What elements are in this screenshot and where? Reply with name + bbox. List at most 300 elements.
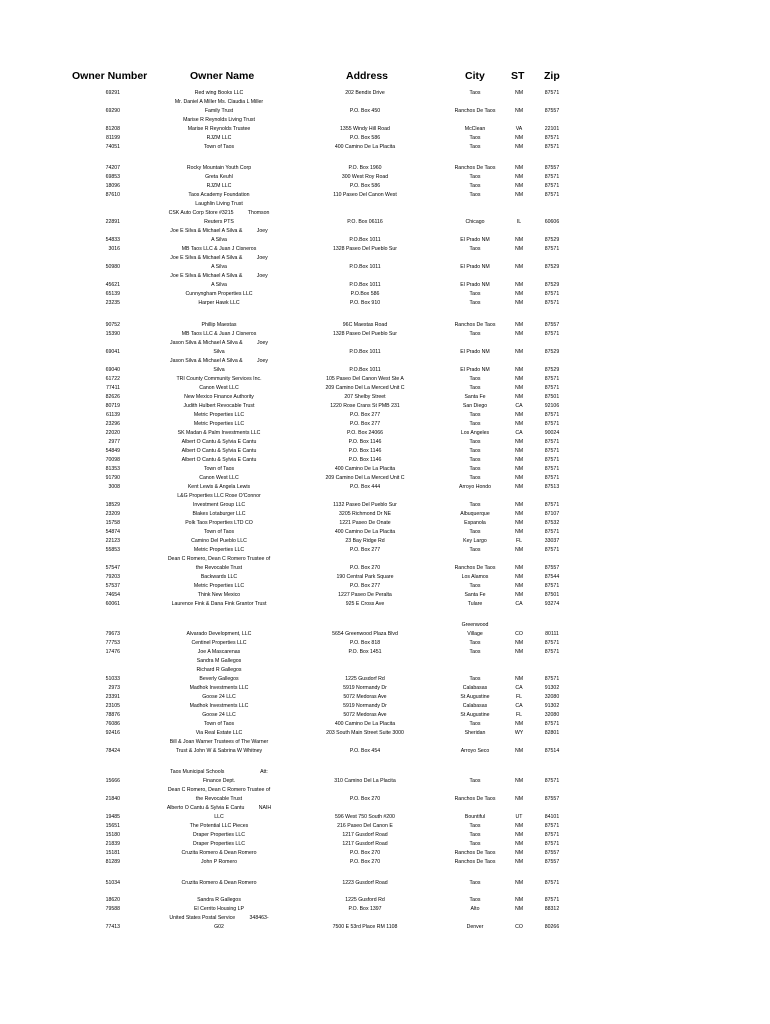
owner-name-cell: Dean C Romero, Dean C Romero Trustee of [167, 787, 271, 793]
zip-cell: 87571 [544, 439, 560, 445]
zip-cell: 87557 [544, 322, 560, 328]
state-cell: NM [514, 502, 524, 508]
address-cell: 1225 Gusdorf Rd [345, 676, 385, 682]
zip-cell: 87571 [544, 640, 560, 646]
city-cell: Bountiful [464, 814, 486, 820]
owner-number-cell: 18620 [105, 897, 120, 903]
owner-name-cell: Canon West LLC [199, 475, 239, 481]
owner-number-cell: 21840 [105, 796, 120, 802]
city-cell: Taos [469, 246, 481, 252]
city-cell: Taos [469, 823, 481, 829]
owner-name-cell: Judith Hulbert Revocable Trust [183, 403, 255, 409]
owner-name-cell: Draper Properties LLC [193, 832, 245, 838]
state-cell: IL [516, 219, 522, 225]
owner-number-cell: 23209 [105, 511, 120, 517]
owner-name-cell: A Silva [211, 237, 227, 243]
zip-cell: 32080 [544, 694, 560, 700]
owner-number-cell: 15666 [105, 778, 120, 784]
owner-name-cell: Blakes Lotaburger LLC [192, 511, 246, 517]
state-cell: NM [514, 264, 524, 270]
zip-cell: 87571 [544, 841, 560, 847]
city-cell: Taos [469, 880, 481, 886]
address-cell: 1221 Paseo De Onate [339, 520, 391, 526]
city-cell: Arroyo Seco [460, 748, 490, 754]
state-cell: NM [514, 192, 524, 198]
city-cell: Taos [469, 90, 481, 96]
address-cell: P.O. Box 818 [349, 640, 381, 646]
zip-cell: 80266 [544, 924, 560, 930]
owner-number-cell: 51033 [105, 676, 120, 682]
owner-number-cell: 23235 [105, 300, 120, 306]
owner-name-cell: Taos Municipal Schools Att: [170, 769, 268, 775]
state-cell: NM [514, 300, 524, 306]
zip-cell: 87571 [544, 412, 560, 418]
city-cell: San Diego [462, 403, 488, 409]
owner-name-cell: Dean C Romero, Dean C Romero Trustee of [167, 556, 271, 562]
state-cell: NM [514, 748, 524, 754]
owner-name-cell: Beverly Gallegos [199, 676, 239, 682]
address-cell: P.O.Box 1011 [349, 349, 381, 355]
address-cell: 209 Camino Del La Merced Unit C [325, 475, 405, 481]
address-cell: P.O.Box 1011 [349, 367, 381, 373]
owner-name-cell: A Silva [211, 264, 227, 270]
address-cell: P.O. Box 270 [349, 565, 381, 571]
address-cell: 5919 Normandy Dr [343, 703, 387, 709]
city-cell: Taos [469, 376, 481, 382]
state-cell: NM [514, 448, 524, 454]
state-cell: NM [514, 547, 524, 553]
city-cell: Taos [469, 412, 481, 418]
address-cell: P.O. Box 586 [349, 183, 381, 189]
city-cell: Los Alamos [461, 574, 489, 580]
owner-number-cell: 74051 [105, 144, 120, 150]
owner-number-cell: 79203 [105, 574, 120, 580]
address-cell: P.O. Box 1451 [348, 649, 382, 655]
city-cell: Taos [469, 183, 481, 189]
zip-cell: 87514 [544, 748, 560, 754]
owner-number-cell: 22891 [105, 219, 120, 225]
address-cell: 596 West 750 South #200 [335, 814, 395, 820]
city-cell: Denver [466, 924, 484, 930]
header-zip: Zip [544, 70, 560, 82]
state-cell: VA [515, 126, 523, 132]
state-cell: NM [514, 246, 524, 252]
city-cell: Taos [469, 721, 481, 727]
owner-number-cell: 57547 [105, 565, 120, 571]
zip-cell: 87571 [544, 880, 560, 886]
address-cell: 1132 Paseo Del Pueblo Sur [333, 502, 397, 508]
city-cell: Santa Fe [464, 394, 486, 400]
city-cell: Ranchos De Taos [454, 796, 496, 802]
city-cell: Greenwood [461, 622, 489, 628]
state-cell: NM [514, 183, 524, 189]
city-cell: Ranchos De Taos [454, 108, 496, 114]
owner-name-cell: Town of Taos [203, 529, 235, 535]
owner-number-cell: 69853 [105, 174, 120, 180]
header-address: Address [346, 70, 389, 82]
zip-cell: 82801 [544, 730, 560, 736]
owner-name-cell: Centinel Properties LLC [191, 640, 247, 646]
owner-number-cell: 55853 [105, 547, 120, 553]
city-cell: El Prado NM [460, 237, 490, 243]
address-cell: 7500 E 53rd Place RM 1108 [332, 924, 398, 930]
owner-name-cell: Phillip Maestas [201, 322, 237, 328]
owner-name-cell: Marise R Reynolds Trustee [187, 126, 251, 132]
owner-number-cell: 18096 [105, 183, 120, 189]
owner-number-cell: 54874 [105, 529, 120, 535]
city-cell: St Augustine [460, 694, 490, 700]
owner-number-cell: 15180 [105, 832, 120, 838]
state-cell: NM [514, 574, 524, 580]
owner-number-cell: 81289 [105, 859, 120, 865]
zip-cell: 87557 [544, 565, 560, 571]
city-cell: Village [467, 631, 483, 637]
state-cell: FL [515, 694, 523, 700]
owner-name-cell: Metric Properties LLC [193, 583, 245, 589]
city-cell: Albuquerque [460, 511, 490, 517]
owner-name-cell: Alvarado Development, LLC [186, 631, 252, 637]
owner-name-cell: Richard R Gallegos [196, 667, 242, 673]
owner-name-cell: El Cerrito Housing LP [194, 906, 244, 912]
zip-cell: 87571 [544, 466, 560, 472]
owner-name-cell: Joe E Silva & Michael A Silva & Joey [170, 273, 268, 279]
state-cell: CA [515, 703, 523, 709]
state-cell: CA [515, 430, 523, 436]
address-cell: 3205 Richmond Dr NE [339, 511, 391, 517]
zip-cell: 87501 [544, 394, 560, 400]
zip-cell: 87557 [544, 108, 560, 114]
owner-number-cell: 15758 [105, 520, 120, 526]
owner-name-cell: The Potential LLC Pieces [189, 823, 249, 829]
address-cell: 110 Paseo Del Canon West [333, 192, 397, 198]
owner-number-cell: 77753 [105, 640, 120, 646]
owner-number-cell: 77413 [105, 924, 120, 930]
owner-number-cell: 77411 [105, 385, 120, 391]
zip-cell: 91302 [544, 703, 560, 709]
owner-name-cell: MB Taos LLC & Juan J Cisneros [181, 331, 257, 337]
zip-cell: 87557 [544, 859, 560, 865]
owner-name-cell: Harper Hawk LLC [198, 300, 240, 306]
zip-cell: 92106 [544, 403, 560, 409]
owner-name-cell: Kent Lewis & Angela Lewis [187, 484, 251, 490]
city-cell: Ranchos De Taos [454, 850, 496, 856]
owner-number-cell: 50980 [105, 264, 120, 270]
owner-number-cell: 78876 [105, 712, 120, 718]
zip-cell: 87571 [544, 448, 560, 454]
state-cell: NM [514, 796, 524, 802]
address-cell: P.O.Box 586 [350, 291, 380, 297]
zip-cell: 87107 [544, 511, 560, 517]
address-cell: 202 Bendix Drive [345, 90, 385, 96]
owner-name-cell: Goose 24 LLC [202, 694, 236, 700]
zip-cell: 87571 [544, 897, 560, 903]
owner-number-cell: 3008 [108, 484, 120, 490]
city-cell: Taos [469, 385, 481, 391]
zip-cell: 87571 [544, 502, 560, 508]
zip-cell: 87571 [544, 300, 560, 306]
address-cell: P.O. Box 24066 [347, 430, 383, 436]
owner-name-cell: Draper Properties LLC [193, 841, 245, 847]
owner-number-cell: 92416 [105, 730, 120, 736]
zip-cell: 90024 [544, 430, 560, 436]
state-cell: NM [514, 412, 524, 418]
address-cell: 300 West Roy Road [341, 174, 389, 180]
owner-name-cell: Jason Silva & Michael A Silva & Joey [169, 340, 269, 346]
zip-cell: 87532 [544, 520, 560, 526]
owner-number-cell: 54849 [105, 448, 120, 454]
address-cell: 1355 Windy Hill Road [340, 126, 390, 132]
zip-cell: 84101 [544, 814, 560, 820]
owner-number-cell: 57537 [105, 583, 120, 589]
owner-name-cell: Mr. Daniel A Miller Ms. Claudia L Miller [174, 99, 264, 105]
owner-number-cell: 22123 [105, 538, 120, 544]
zip-cell: 60606 [544, 219, 560, 225]
zip-cell: 87529 [544, 237, 560, 243]
owner-name-cell: G02 [214, 924, 224, 930]
zip-cell: 87571 [544, 823, 560, 829]
address-cell: P.O.Box 1011 [349, 282, 381, 288]
state-cell: NM [514, 676, 524, 682]
city-cell: Taos [469, 421, 481, 427]
zip-cell: 87571 [544, 183, 560, 189]
address-cell: P.O. Box 1146 [348, 457, 382, 463]
city-cell: El Prado NM [460, 367, 490, 373]
owner-name-cell: Joe A Mascarenas [197, 649, 241, 655]
zip-cell: 87571 [544, 192, 560, 198]
owner-number-cell: 69291 [105, 90, 120, 96]
city-cell: Ranchos De Taos [454, 165, 496, 171]
state-cell: FL [515, 538, 523, 544]
address-cell: P.O. Box 270 [349, 859, 381, 865]
address-cell: 105 Paseo Del Canon West Ste A [326, 376, 404, 382]
city-cell: Calabasas [462, 685, 488, 691]
state-cell: CO [515, 631, 523, 637]
state-cell: CO [515, 924, 523, 930]
city-cell: Taos [469, 475, 481, 481]
city-cell: Taos [469, 291, 481, 297]
address-cell: 925 E Cross Ave [345, 601, 385, 607]
state-cell: NM [514, 108, 524, 114]
zip-cell: 87529 [544, 367, 560, 373]
zip-cell: 87571 [544, 144, 560, 150]
state-cell: NM [514, 376, 524, 382]
owner-number-cell: 21839 [105, 841, 120, 847]
owner-name-cell: Finance Dept. [202, 778, 236, 784]
city-cell: Taos [469, 457, 481, 463]
city-cell: Taos [469, 529, 481, 535]
state-cell: NM [514, 165, 524, 171]
city-cell: Taos [469, 174, 481, 180]
owner-number-cell: 81353 [105, 466, 120, 472]
owner-name-cell: Metric Properties LLC [193, 421, 245, 427]
owner-number-cell: 54833 [105, 237, 120, 243]
zip-cell: 87529 [544, 264, 560, 270]
owner-name-cell: Albert O Cantu & Sylvia E Cantu [181, 448, 257, 454]
state-cell: NM [514, 349, 524, 355]
owner-name-cell: New Mexico Finance Authority [184, 394, 254, 400]
owner-name-cell: Albert O Cantu & Sylvia E Cantu [181, 439, 257, 445]
owner-name-cell: Via Real Estate LLC [195, 730, 243, 736]
address-cell: P.O. Box 910 [349, 300, 381, 306]
owner-number-cell: 51034 [105, 880, 120, 886]
owner-number-cell: 74654 [105, 592, 120, 598]
state-cell: NM [514, 421, 524, 427]
city-cell: McClean [464, 126, 486, 132]
address-cell: P.O. Box 1397 [348, 906, 382, 912]
state-cell: NM [514, 144, 524, 150]
zip-cell: 87571 [544, 676, 560, 682]
owner-number-cell: 79588 [105, 906, 120, 912]
owner-number-cell: 60061 [105, 601, 120, 607]
state-cell: NM [514, 565, 524, 571]
city-cell: Taos [469, 192, 481, 198]
owner-number-cell: 2973 [108, 685, 120, 691]
city-cell: El Prado NM [460, 264, 490, 270]
city-cell: Ranchos De Taos [454, 859, 496, 865]
owner-name-cell: Town of Taos [203, 721, 235, 727]
zip-cell: 87571 [544, 291, 560, 297]
owner-number-cell: 17476 [105, 649, 120, 655]
address-cell: P.O. Box 450 [349, 108, 381, 114]
city-cell: Los Angeles [460, 430, 490, 436]
owner-number-cell: 90752 [105, 322, 120, 328]
owner-name-cell: Town of Taos [203, 466, 235, 472]
owner-name-cell: Trust & John W & Sabrina W Whitney [175, 748, 263, 754]
state-cell: NM [514, 484, 524, 490]
owner-name-cell: Jason Silva & Michael A Silva & Joey [169, 358, 269, 364]
state-cell: NM [514, 135, 524, 141]
city-cell: Taos [469, 778, 481, 784]
owner-number-cell: 19485 [105, 814, 120, 820]
owner-name-cell: Sandra R Gallegos [197, 897, 241, 903]
city-cell: Taos [469, 331, 481, 337]
city-cell: St Augustine [460, 712, 490, 718]
address-cell: 216 Paseo Del Canon E [337, 823, 393, 829]
zip-cell: 87571 [544, 529, 560, 535]
city-cell: Taos [469, 832, 481, 838]
city-cell: Ranchos De Taos [454, 565, 496, 571]
zip-cell: 87557 [544, 796, 560, 802]
state-cell: NM [514, 640, 524, 646]
owner-name-cell: Laughlin Living Trust [195, 201, 243, 207]
owner-name-cell: Greta Keuhl [205, 174, 233, 180]
zip-cell: 87544 [544, 574, 560, 580]
state-cell: NM [514, 529, 524, 535]
owner-name-cell: John P Romero [201, 859, 237, 865]
owner-name-cell: Albert O Cantu & Sylvia E Cantu [181, 457, 257, 463]
address-cell: P.O. Box 277 [349, 412, 381, 418]
owner-name-cell: Cunnyngham Properties LLC [185, 291, 253, 297]
owner-name-cell: L&G Properties LLC Rose O'Connor [177, 493, 261, 499]
header-state: ST [511, 70, 525, 82]
zip-cell: 87557 [544, 165, 560, 171]
state-cell: NM [514, 237, 524, 243]
owner-name-cell: Madhok Investments LLC [189, 685, 249, 691]
zip-cell: 87571 [544, 246, 560, 252]
state-cell: CA [515, 601, 523, 607]
state-cell: NM [514, 906, 524, 912]
state-cell: NM [514, 832, 524, 838]
zip-cell: 33037 [544, 538, 560, 544]
zip-cell: 87529 [544, 282, 560, 288]
address-cell: P.O. Box 1146 [348, 448, 382, 454]
zip-cell: 87571 [544, 421, 560, 427]
zip-cell: 87571 [544, 90, 560, 96]
owner-name-cell: Town of Taos [203, 144, 235, 150]
zip-cell: 87571 [544, 721, 560, 727]
city-cell: Taos [469, 547, 481, 553]
owner-name-cell: RJZM LLC [206, 135, 232, 141]
zip-cell: 32080 [544, 712, 560, 718]
city-cell: Arroyo Hondo [458, 484, 491, 490]
address-cell: 209 Camino Del La Merced Unit C [325, 385, 405, 391]
address-cell: P.O. Box 06116 [347, 219, 383, 225]
city-cell: Tulare [467, 601, 483, 607]
owner-number-cell: 78424 [105, 748, 120, 754]
owner-name-cell: SK Madan & Palm Investments LLC [177, 430, 261, 436]
address-cell: 1227 Paseo De Peralta [338, 592, 392, 598]
address-cell: 1220 Rose Crans St PMB 231 [330, 403, 400, 409]
owner-number-cell: 22020 [105, 430, 120, 436]
owner-name-cell: TRI County Community Services Inc. [176, 376, 262, 382]
owner-name-cell: Rocky Mountain Youth Corp [186, 165, 252, 171]
state-cell: UT [515, 814, 523, 820]
owner-name-cell: Reuters PTS [204, 219, 234, 225]
zip-cell: 22101 [544, 126, 560, 132]
state-cell: NM [514, 823, 524, 829]
address-cell: 5072 Medoras Ave [343, 712, 387, 718]
owner-number-cell: 23391 [105, 694, 120, 700]
address-cell: 400 Camino De La Placita [334, 529, 396, 535]
zip-cell: 91302 [544, 685, 560, 691]
owner-name-cell: Joe E Silva & Michael A Silva & Joey [170, 228, 268, 234]
zip-cell: 87571 [544, 174, 560, 180]
city-cell: Alto [470, 906, 480, 912]
city-cell: Taos [469, 466, 481, 472]
address-cell: P.O. Box 586 [349, 135, 381, 141]
city-cell: Taos [469, 640, 481, 646]
address-cell: 5919 Normandy Dr [343, 685, 387, 691]
state-cell: NM [514, 331, 524, 337]
city-cell: Santa Fe [464, 592, 486, 598]
owner-name-cell: Think New Mexico [197, 592, 241, 598]
owner-name-cell: the Revocable Trust [195, 565, 243, 571]
address-cell: P.O. Box 277 [349, 583, 381, 589]
city-cell: Calabasas [462, 703, 488, 709]
owner-number-cell: 76086 [105, 721, 120, 727]
owner-name-cell: Red wing Books LLC [194, 90, 244, 96]
owner-number-cell: 87610 [105, 192, 120, 198]
owner-number-cell: 69290 [105, 108, 120, 114]
state-cell: NM [514, 850, 524, 856]
address-cell: 310 Camino Del La Placita [334, 778, 396, 784]
zip-cell: 87571 [544, 778, 560, 784]
state-cell: NM [514, 385, 524, 391]
address-cell: 23 Bay Ridge Rd [345, 538, 385, 544]
address-cell: P.O.Box 1011 [349, 264, 381, 270]
owner-number-cell: 18529 [105, 502, 120, 508]
owner-name-cell: the Revocable Trust [195, 796, 243, 802]
address-cell: P.O. Box 277 [349, 421, 381, 427]
zip-cell: 87571 [544, 135, 560, 141]
zip-cell: 87571 [544, 583, 560, 589]
address-cell: 207 Shelby Street [344, 394, 386, 400]
owner-name-cell: Bill & Joan Warner Trustees of The Warner [169, 739, 269, 745]
owner-number-cell: 15390 [105, 331, 120, 337]
city-cell: Key Largo [463, 538, 487, 544]
address-cell: 96C Maestas Road [342, 322, 388, 328]
address-cell: 1217 Gusdorf Road [342, 832, 388, 838]
